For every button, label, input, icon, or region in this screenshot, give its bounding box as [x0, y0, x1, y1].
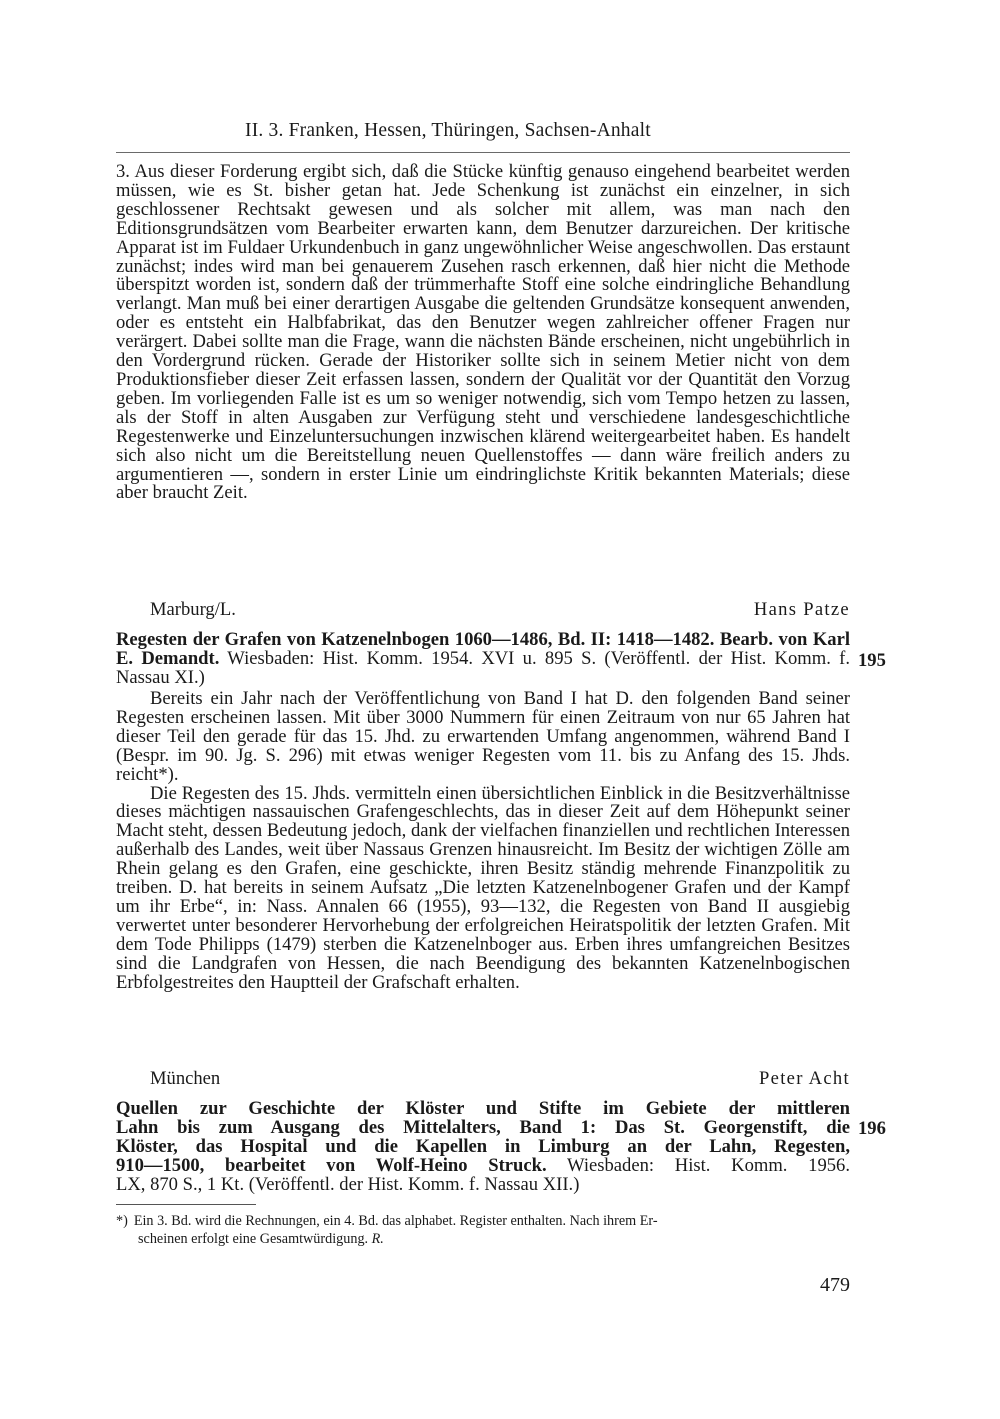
review-acht-body	[116, 690, 850, 993]
review-place: Marburg/L.	[150, 599, 236, 620]
running-head: II. 3. Franken, Hessen, Thüringen, Sachsen-Anhalt	[245, 120, 651, 141]
review-patze-body	[116, 163, 850, 503]
review-author: Hans Patze	[753, 599, 850, 620]
entry-title-end: 910—1500, bearbeitet von Wolf-Heino Struck.	[116, 1155, 547, 1176]
entry-title-line: Klöster, das Hospital und die Kapellen in Limburg an der Lahn, Regesten,	[116, 1136, 850, 1157]
entry-series-info: LX, 870 S., 1 Kt. (Veröffentl. der Hist. Komm. f. Nassau XII.)	[116, 1174, 580, 1195]
entry-publication-info: Wiesbaden: Hist. Komm. 1956.	[546, 1155, 851, 1176]
entry-number: 196	[858, 1118, 886, 1139]
footnote-initial: R.	[371, 1231, 384, 1247]
running-head-rule	[116, 152, 850, 153]
page-number: 479	[820, 1274, 850, 1296]
entry-number: 195	[858, 650, 886, 671]
review-author: Peter Acht	[759, 1068, 850, 1089]
entry-title: Regesten der Grafen von Katzenelnbogen 1060—1486, Bd. II: 1418—1482. Bearb. von Karl E. Demandt.	[116, 629, 850, 669]
footnote	[116, 1212, 850, 1248]
bibliography-entry-195	[116, 630, 850, 687]
review-patze-signature	[150, 599, 850, 619]
footnote-rule	[116, 1204, 256, 1205]
footnote-marker: *)	[116, 1213, 128, 1229]
footnote-text: scheinen erfolgt eine Gesamtwürdigung.	[138, 1231, 369, 1247]
bibliography-entry-196	[116, 1099, 850, 1194]
entry-title-line: Quellen zur Geschichte der Klöster und Stifte im Gebiete der mittleren	[116, 1098, 850, 1119]
review-place: München	[150, 1068, 221, 1089]
entry-title-line: Lahn bis zum Ausgang des Mittelalters, Band 1: Das St. Georgenstift, die	[116, 1117, 850, 1138]
review-acht-paragraph-2: Die Regesten des 15. Jhds. vermitteln einen übersichtlichen Einblick in die Besitzverhältnisse dieses mächtigen nassauischen Grafengeschlechts, das in dieser Zeit auf dem Höhepunkt seiner Macht steht, dessen Bedeutung jedoch, dank der vielfachen finanziellen und rechtlichen Interessen außerhalb des Landes, weit über Nassaus Grenzen hinausreicht. Im Besitz der wichtigen Zölle am Rhein gelang es den Grafen, eine geschickte, ihren Besitz ständig mehrende Finanzpolitik zu treiben. D. hat bereits in seinem Aufsatz „Die letzten Katzenelnbogener Grafen und der Kampf um ihr Erbe“, in: Nass. Annalen 66 (1955), 93—132, die Regesten von Band II ausgiebig verwertet unter besonderer Hervorhebung der erfolgreichen Heiratspolitik der letzten Grafen. Mit dem Tode Philipps (1479) sterben die Katzenelnboger aus. Erben ihres umfangreichen Besitzes sind die Landgrafen von Hessen, die nach Beendigung des bekannten Katzenelnbogischen Erbfolgestreites den Hauptteil der Grafschaft erhalten.	[116, 782, 850, 993]
entry-publication-info: Wiesbaden: Hist. Komm. 1954. XVI u. 895 S. (Veröffentl. der Hist. Komm. f. Nassau XI.)	[116, 648, 851, 688]
review-acht-paragraph-1: Bereits ein Jahr nach der Veröffentlichung von Band I hat D. den folgenden Band seiner Regesten erscheinen lassen. Mit über 3000 Nummern für einen Zeitraum von nur 65 Jahren hat dieser Teil den gerade für das 15. Jhd. zu erwartenden Umfang angenommen, während Band I (Bespr. im 90. Jg. S. 296) mit etwas weniger Regesten vom 11. bis zu Anfang des 15. Jhds. reicht*).	[116, 688, 850, 785]
review-acht-signature	[150, 1068, 850, 1088]
review-patze-paragraph: 3. Aus dieser Forderung ergibt sich, daß die Stücke künftig genauso eingehend bearbeitet werden müssen, wie es St. bisher getan hat. Jede Schenkung ist zunächst ein einzelner, in sich geschlossener Rechtsakt gewesen und als solcher mit allem, was man nach den Editionsgrundsätzen vom Bearbeiter erwarten kann, dem Benutzer darzureichen. Der kritische Apparat ist im Fuldaer Urkundenbuch in ganz ungewöhnlicher Weise angeschwollen. Das erstaunt zunächst; indes wird man bei genauerem Zusehen rasch erkennen, daß hier nicht die Methode überspitzt worden ist, sondern daß der trümmerhafte Stoff eine solche eindringliche Behandlung verlangt. Man muß bei einer derartigen Ausgabe die geltenden Grundsätze konsequent anwenden, oder es entsteht ein Halbfabrikat, das den Benutzer wegen zahlreicher offener Fragen nur verärgert. Dabei sollte man die Frage, wann die nächsten Bände erscheinen, nicht ungebührlich in den Vordergrund rücken. Gerade der Historiker sollte sich in seinem Metier nicht von dem Produktionsfieber dieser Zeit erfassen lassen, sondern der Qualität vor der Quantität den Vorzug geben. Im vorliegenden Falle ist es um so weniger notwendig, sich vom Tempo hetzen zu lassen, als der Stoff in alten Ausgaben zur Verfügung steht und verschiedene landesgeschichtliche Regestenwerke und Einzeluntersuchungen inzwischen klärend weitergearbeitet haben. Es handelt sich also nicht um die Bereitstellung neuen Quellenstoffes — dann wäre freilich anders zu argumentieren —, sondern in erster Linie um eindringlichste Kritik bekannten Materials; diese aber braucht Zeit.	[116, 161, 850, 504]
entry-title-line	[116, 1156, 850, 1175]
footnote-text: Ein 3. Bd. wird die Rechnungen, ein 4. Bd. das alphabet. Register enthalten. Nach ihrem Er-	[133, 1213, 658, 1229]
